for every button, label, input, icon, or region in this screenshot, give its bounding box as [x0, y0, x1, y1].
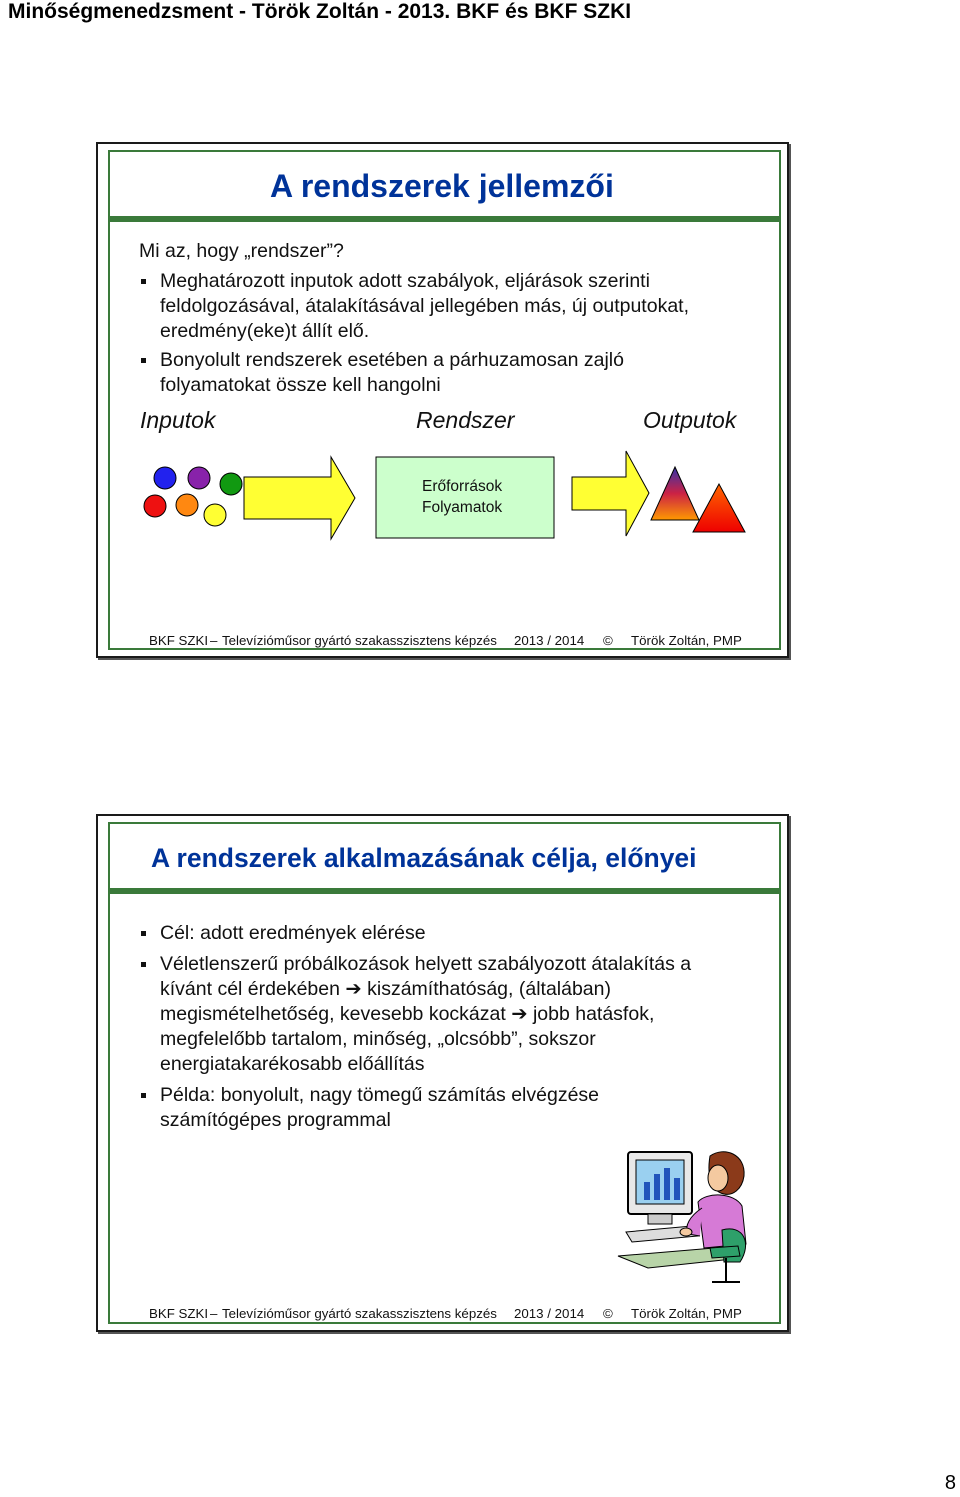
output-triangle-2 — [693, 484, 745, 532]
yellow-circle — [204, 504, 226, 526]
input-arrow — [244, 457, 355, 539]
footer — [149, 1306, 769, 1324]
footer-org: BKF SZKI — [149, 1306, 209, 1321]
orange-circle — [176, 494, 198, 516]
slide-frame — [108, 150, 781, 650]
title-divider — [108, 216, 781, 222]
output-arrow — [572, 451, 649, 536]
title-divider — [108, 888, 781, 894]
system-box — [376, 457, 554, 538]
purple-circle — [188, 467, 210, 489]
bullet-line: kívánt cél érdekében ➔ kiszámíthatóság, (általában) — [160, 978, 611, 1000]
footer-year: 2013 / 2014 — [514, 633, 585, 648]
page-header: Minőségmenedzsment - Török Zoltán - 2013. BKF és BKF SZKI — [8, 0, 632, 23]
footer-course: Televízióműsor gyártó szakasszisztens képzés — [222, 633, 497, 648]
inputs-label: Inputok — [140, 407, 216, 433]
slide-1 — [96, 142, 789, 658]
bullet-line: Példa: bonyolult, nagy tömegű számítás elvégzése — [160, 1084, 600, 1106]
slide-title: A rendszerek jellemzői — [270, 168, 614, 204]
bullet-line: feldolgozásával, átalakításával jellegében más, új outputokat, — [160, 295, 690, 317]
page-number: 8 — [944, 1472, 956, 1494]
footer-author: Török Zoltán, PMP — [631, 633, 742, 648]
bullet-line: Bonyolult rendszerek esetében a párhuzamosan zajló — [160, 349, 624, 371]
bullet-marker — [141, 358, 146, 363]
computer-user-clipart — [614, 1144, 754, 1286]
footer-author: Török Zoltán, PMP — [631, 1306, 742, 1321]
bullet-line: folyamatokat össze kell hangolni — [160, 374, 441, 396]
footer-org: BKF SZKI — [149, 633, 209, 648]
bullet-line: megismételhetőség, kevesebb kockázat ➔ jobb hatásfok, — [160, 1003, 655, 1025]
bullet-marker — [141, 931, 146, 936]
bullet-line: megfelelőbb tartalom, minőség, „olcsóbb”, sokszor — [160, 1028, 596, 1050]
bullet-marker — [141, 279, 146, 284]
slide-title: A rendszerek alkalmazásának célja, előnyei — [151, 843, 697, 873]
system-label: Rendszer — [416, 407, 515, 433]
bullet-line: Véletlenszerű próbálkozások helyett szabályozott átalakítás a — [160, 953, 692, 975]
system-box-line-1: Erőforrások — [422, 478, 503, 495]
intro-text: Mi az, hogy „rendszer”? — [139, 240, 344, 262]
footer-course: Televízióműsor gyártó szakasszisztens képzés — [222, 1306, 497, 1321]
bullet-line: Meghatározott inputok adott szabályok, eljárások szerinti — [160, 270, 650, 292]
system-box-line-2: Folyamatok — [422, 499, 503, 516]
slide-2 — [96, 814, 789, 1332]
bullet-line: eredmény(eke)t állít elő. — [160, 320, 370, 342]
bullet-line: számítógépes programmal — [160, 1109, 391, 1131]
bullet-line: Cél: adott eredmények elérése — [160, 922, 426, 944]
input-circles — [144, 467, 242, 526]
green-circle — [220, 473, 242, 495]
footer-dash: – — [210, 1306, 218, 1321]
outputs-label: Outputok — [643, 407, 737, 433]
copyright-icon: © — [603, 1306, 613, 1321]
bullet-marker — [141, 1093, 146, 1098]
footer — [149, 633, 769, 651]
output-triangle-1 — [651, 467, 699, 520]
footer-dash: – — [210, 633, 218, 648]
blue-circle — [154, 467, 176, 489]
footer-year: 2013 / 2014 — [514, 1306, 585, 1321]
red-circle — [144, 495, 166, 517]
bullet-line: energiatakarékosabb előállítás — [160, 1053, 425, 1075]
copyright-icon: © — [603, 633, 613, 648]
bullet-marker — [141, 962, 146, 967]
